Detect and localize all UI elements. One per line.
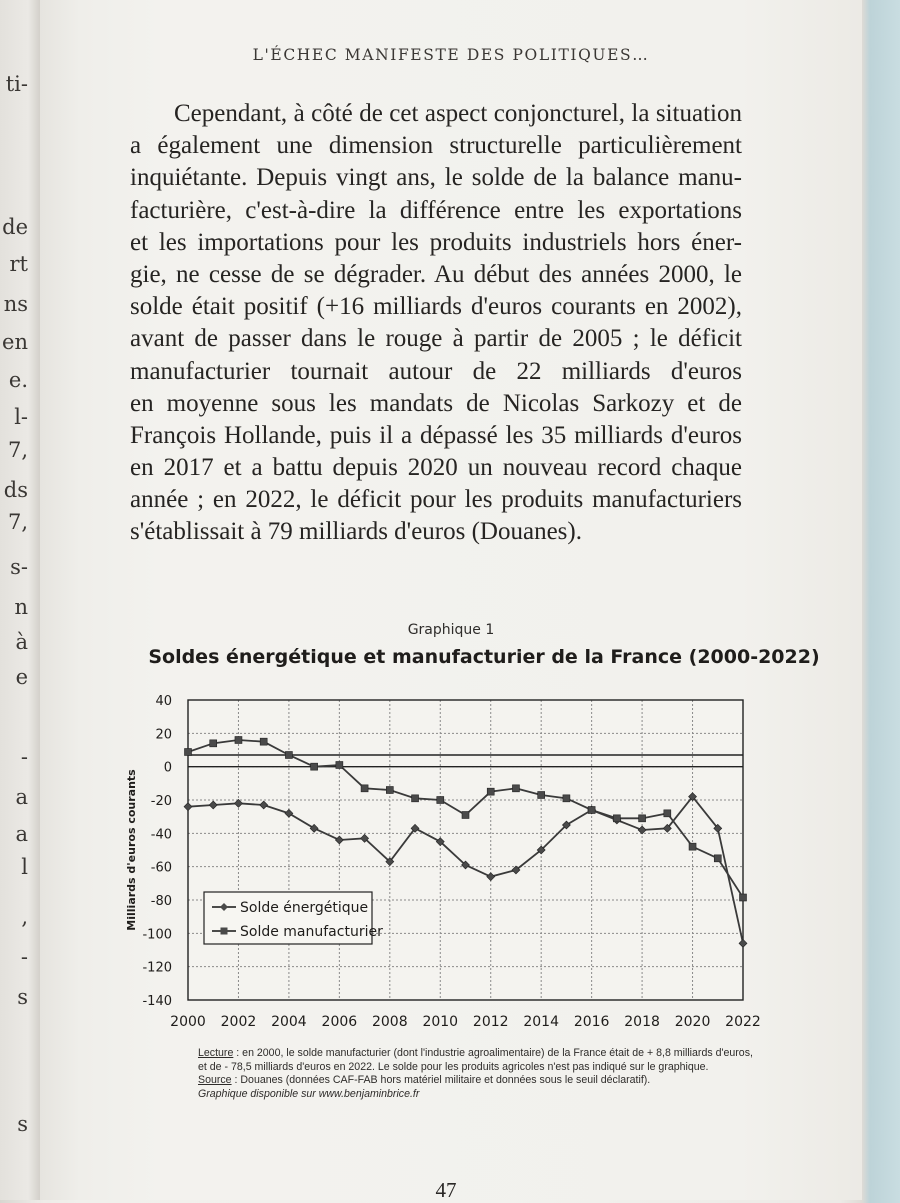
paragraph-line: manufacturier tournait autour de 22 milliards d'euros <box>130 357 742 385</box>
x-tick-label: 2022 <box>725 1014 761 1030</box>
paragraph-line: solde était positif (+16 milliards d'euros courants en 2002), <box>130 293 742 321</box>
previous-page-fragment: - <box>20 745 28 769</box>
data-point-manufacturier <box>361 785 368 792</box>
data-point-manufacturier <box>487 788 494 795</box>
x-tick-label: 2008 <box>371 1014 408 1030</box>
previous-page-fragment: a <box>15 822 28 846</box>
data-point-manufacturier <box>613 815 620 822</box>
lecture-text: : en 2000, le solde manufacturier (dont l'industrie agroalimentaire) de la France était de + 8,8 milliards d'euros, et de - 78,5 milliards d'euros en 2022. Le solde pour les produits agricoles n'est pas indiqué sur le graphique. <box>198 1047 753 1073</box>
data-point-manufacturier <box>462 812 469 819</box>
data-point-manufacturier <box>563 795 570 802</box>
y-tick-label: -100 <box>142 927 172 943</box>
previous-page-fragment: e. <box>8 368 28 392</box>
data-point-manufacturier <box>664 810 671 817</box>
paragraph-line: Cependant, à côté de cet aspect conjoncturel, la situation <box>174 100 742 127</box>
previous-page-fragment: l- <box>14 405 28 429</box>
x-tick-label: 2010 <box>422 1014 459 1030</box>
previous-page-fragment: e <box>15 665 28 689</box>
availability-note: Graphique disponible sur www.benjaminbrice.fr <box>198 1087 420 1100</box>
previous-page-fragment: s <box>17 1112 28 1136</box>
x-tick-label: 2004 <box>271 1014 307 1030</box>
previous-page-fragment: en <box>2 330 28 354</box>
data-point-manufacturier <box>588 807 595 814</box>
previous-page-fragment: n <box>14 595 28 619</box>
data-point-manufacturier <box>285 752 292 759</box>
y-axis-label: Milliards d'euros courants <box>125 769 138 931</box>
x-tick-label: 2000 <box>170 1014 206 1030</box>
paragraph-line: a également une dimension structurelle particulièrement <box>130 132 742 160</box>
source-text: : Douanes (données CAF-FAB hors matériel militaire et données sous le seuil déclaratif). <box>231 1074 651 1087</box>
data-point-manufacturier <box>512 785 519 792</box>
chart-title: Soldes énergétique et manufacturier de la France (2000-2022) <box>148 646 820 668</box>
paragraph-line: avant de passer dans le rouge à partir de 2005 ; le déficit <box>130 325 742 353</box>
x-tick-label: 2020 <box>674 1014 711 1030</box>
y-tick-label: -120 <box>142 960 172 976</box>
previous-page-fragment: a <box>15 785 28 809</box>
data-point-manufacturier <box>311 763 318 770</box>
x-tick-label: 2016 <box>573 1014 610 1030</box>
y-tick-label: -140 <box>142 994 172 1009</box>
lecture-label: Lecture <box>198 1047 234 1059</box>
data-point-manufacturier <box>437 797 444 804</box>
data-point-manufacturier <box>336 762 343 769</box>
page-number: 47 <box>435 1178 457 1202</box>
previous-page-fragment: ds <box>3 478 28 502</box>
data-point-manufacturier <box>185 749 192 756</box>
previous-page-fragment: rt <box>9 252 28 276</box>
paragraph-line: en moyenne sous les mandats de Nicolas Sarkozy et de <box>130 389 742 417</box>
y-tick-label: -60 <box>150 860 172 876</box>
legend-label: Solde énergétique <box>240 900 369 916</box>
previous-page-fragment: l <box>21 855 28 879</box>
x-tick-label: 2006 <box>321 1014 358 1030</box>
legend-label: Solde manufacturier <box>240 924 383 940</box>
paragraph-line: inquiétante. Depuis vingt ans, le solde de la balance manu- <box>130 164 742 192</box>
data-point-manufacturier <box>639 815 646 822</box>
y-tick-label: -20 <box>150 794 172 809</box>
y-tick-label: 20 <box>155 727 172 743</box>
paragraph-line: gie, ne cesse de se dégrader. Au début des années 2000, le <box>130 260 742 288</box>
previous-page-fragment: - <box>20 945 28 969</box>
previous-page-fragment: ns <box>3 292 28 316</box>
legend-marker-square <box>221 928 228 935</box>
y-tick-label: 40 <box>155 694 172 709</box>
paragraph-line: facturière, c'est-à-dire la différence entre les exportations <box>130 196 742 224</box>
data-point-manufacturier <box>714 855 721 862</box>
paragraph-line: s'établissait à 79 milliards d'euros (Douanes). <box>130 518 582 546</box>
previous-page-fragment: de <box>2 215 28 239</box>
previous-page-fragment: 7, <box>7 510 28 534</box>
previous-page-fragment: à <box>15 630 28 654</box>
data-point-manufacturier <box>386 787 393 794</box>
data-point-manufacturier <box>235 737 242 744</box>
x-tick-label: 2012 <box>472 1014 509 1030</box>
running-head: L'ÉCHEC MANIFESTE DES POLITIQUES… <box>252 46 650 64</box>
data-point-manufacturier <box>210 740 217 747</box>
y-tick-label: -80 <box>150 894 172 909</box>
x-tick-label: 2002 <box>220 1014 257 1030</box>
figure-caption: Graphique 1 <box>407 622 495 638</box>
data-point-manufacturier <box>538 792 545 799</box>
x-tick-label: 2014 <box>523 1014 560 1030</box>
data-point-manufacturier <box>689 843 696 850</box>
previous-page-fragment: s- <box>10 555 28 579</box>
source-label: Source <box>198 1074 232 1087</box>
data-point-manufacturier <box>740 894 747 901</box>
x-tick-label: 2018 <box>624 1014 660 1030</box>
paragraph-line: en 2017 et a battu depuis 2020 un nouveau record chaque <box>130 454 742 482</box>
previous-page-fragment: s <box>17 985 28 1009</box>
y-tick-label: -40 <box>150 827 172 843</box>
data-point-manufacturier <box>412 795 419 802</box>
data-point-manufacturier <box>260 738 267 745</box>
previous-page-fragment: , <box>21 905 28 929</box>
previous-page-fragment: 7, <box>7 438 28 462</box>
paragraph-line: et les importations pour les produits industriels hors éner- <box>130 228 742 256</box>
y-tick-label: 0 <box>163 760 172 776</box>
previous-page-fragment: ti- <box>5 72 28 96</box>
paragraph-line: année ; en 2022, le déficit pour les produits manufacturiers <box>130 486 742 514</box>
paragraph-line: François Hollande, puis il a dépassé les 35 milliards d'euros <box>130 421 742 449</box>
